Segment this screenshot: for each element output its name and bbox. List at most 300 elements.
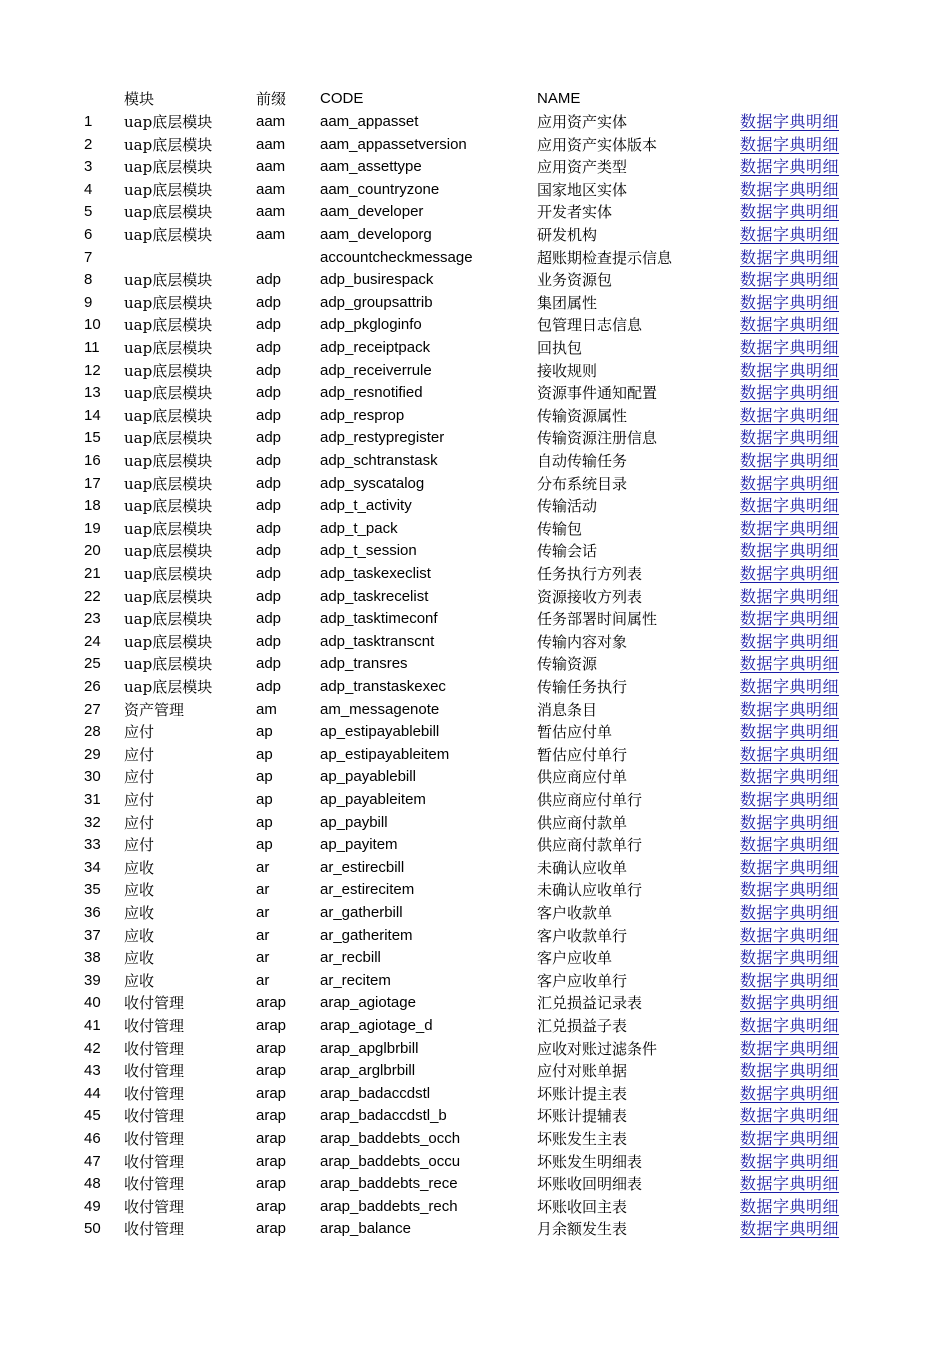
row-number: 8	[84, 271, 93, 289]
row-code: ar_estirecitem	[320, 881, 415, 899]
row-module: 应付	[124, 723, 155, 742]
row-prefix: aam	[256, 203, 286, 221]
row-name: 暂估应付单	[537, 723, 613, 742]
row-name: 传输包	[537, 519, 583, 538]
data-dictionary-link[interactable]: 数据字典明细	[740, 564, 840, 583]
row-code: adp_t_pack	[320, 519, 398, 537]
row-name: 业务资源包	[537, 271, 613, 290]
row-number: 12	[84, 361, 101, 379]
data-dictionary-link[interactable]: 数据字典明细	[740, 654, 840, 674]
row-number: 16	[84, 452, 101, 469]
row-code: adp_t_session	[320, 542, 417, 560]
table-row	[0, 518, 950, 541]
row-name: 坏账收回主表	[537, 1197, 628, 1216]
row-number: 48	[84, 1175, 101, 1193]
table-row	[0, 925, 950, 948]
row-code: ar_recbill	[320, 949, 381, 967]
row-code: adp_syscatalog	[320, 474, 425, 492]
row-prefix: arap	[256, 1130, 287, 1147]
row-name: 未确认应收单	[537, 858, 628, 877]
row-prefix: ap	[256, 768, 273, 786]
row-number: 38	[84, 949, 101, 967]
table-row	[0, 1218, 950, 1241]
row-name: 传输会话	[537, 542, 598, 561]
row-name: 资源接收方列表	[537, 587, 643, 606]
row-code: ar_estirecbill	[320, 858, 405, 876]
data-dictionary-link[interactable]: 数据字典明细	[740, 1174, 840, 1194]
row-prefix: adp	[256, 429, 282, 447]
row-name: 坏账收回明细表	[537, 1175, 643, 1194]
row-code: adp_resprop	[320, 406, 405, 424]
row-prefix: ap	[256, 813, 273, 831]
data-dictionary-link[interactable]: 数据字典明细	[740, 790, 840, 809]
row-code: ap_payableitem	[320, 791, 426, 808]
table-row	[0, 1173, 950, 1196]
data-dictionary-link[interactable]: 数据字典明细	[740, 925, 840, 945]
row-module: uap底层模块	[124, 293, 213, 312]
data-dictionary-link[interactable]: 数据字典明细	[740, 677, 840, 696]
row-prefix: adp	[256, 293, 282, 311]
row-module: uap底层模块	[124, 497, 213, 516]
row-prefix: arap	[256, 1084, 287, 1102]
row-prefix: arap	[256, 1039, 287, 1057]
row-module: uap底层模块	[124, 474, 213, 493]
row-number: 37	[84, 926, 101, 944]
row-prefix: adp	[256, 361, 282, 379]
row-name: 客户收款单	[537, 904, 613, 922]
row-name: 汇兑损益记录表	[537, 994, 643, 1013]
data-dictionary-link[interactable]: 数据字典明细	[740, 812, 840, 832]
data-dictionary-link[interactable]: 数据字典明细	[740, 338, 840, 357]
row-module: uap底层模块	[124, 542, 213, 561]
row-code: aam_appasset	[320, 113, 419, 130]
table-row	[0, 699, 950, 722]
row-number: 50	[84, 1220, 101, 1238]
row-module: 应付	[124, 791, 155, 809]
table-row	[0, 450, 950, 473]
row-code: adp_groupsattrib	[320, 293, 433, 311]
row-code: ar_gatherbill	[320, 904, 403, 921]
row-code: am_messagenote	[320, 700, 440, 718]
table-row	[0, 111, 950, 134]
row-code: arap_badaccdstl_b	[320, 1107, 447, 1125]
row-module: uap底层模块	[124, 158, 213, 177]
row-code: arap_baddebts_rece	[320, 1175, 458, 1193]
row-module: uap底层模块	[124, 271, 213, 290]
data-dictionary-link[interactable]: 数据字典明细	[740, 835, 840, 855]
row-name: 供应商付款单行	[537, 836, 643, 855]
table-row	[0, 879, 950, 902]
table-row	[0, 947, 950, 970]
table-row	[0, 812, 950, 835]
row-module: 收付管理	[124, 994, 185, 1013]
row-module: 收付管理	[124, 1107, 185, 1126]
data-dictionary-link[interactable]: 数据字典明细	[740, 383, 840, 403]
table-row	[0, 360, 950, 383]
data-dictionary-link[interactable]: 数据字典明细	[740, 1106, 840, 1126]
row-module: uap底层模块	[124, 135, 213, 154]
data-dictionary-link[interactable]: 数据字典明细	[740, 767, 840, 787]
row-number: 36	[84, 904, 101, 921]
data-dictionary-link[interactable]: 数据字典明细	[740, 225, 840, 244]
row-module: 收付管理	[124, 1062, 185, 1081]
row-module: 应收	[124, 949, 155, 968]
table-row	[0, 834, 950, 857]
row-number: 45	[84, 1107, 101, 1125]
row-code: adp_receiptpack	[320, 339, 431, 356]
row-name: 资源事件通知配置	[537, 384, 658, 403]
data-dictionary-link[interactable]: 数据字典明细	[740, 699, 840, 719]
row-name: 坏账计提主表	[537, 1084, 628, 1103]
row-prefix: ar	[256, 858, 270, 876]
row-prefix: aam	[256, 113, 286, 130]
row-name: 分布系统目录	[537, 474, 628, 493]
row-code: aam_developorg	[320, 226, 432, 243]
table-row	[0, 789, 950, 812]
header-code: CODE	[320, 90, 364, 107]
row-name: 任务执行方列表	[537, 565, 643, 583]
row-prefix: adp	[256, 565, 282, 582]
row-module: 收付管理	[124, 1152, 185, 1171]
row-code: aam_assettype	[320, 158, 422, 176]
table-row	[0, 382, 950, 405]
table-row	[0, 608, 950, 631]
row-number: 13	[84, 384, 101, 402]
row-number: 29	[84, 745, 101, 763]
row-module: uap底层模块	[124, 610, 213, 629]
row-name: 国家地区实体	[537, 180, 628, 199]
row-prefix: adp	[256, 497, 282, 515]
row-module: uap底层模块	[124, 339, 213, 357]
data-dictionary-link[interactable]: 数据字典明细	[740, 744, 840, 764]
data-dictionary-link[interactable]: 数据字典明细	[740, 202, 840, 222]
row-module: 应收	[124, 881, 155, 900]
row-number: 34	[84, 858, 101, 876]
table-row	[0, 156, 950, 179]
row-prefix: arap	[256, 1220, 287, 1238]
row-module: uap底层模块	[124, 632, 213, 651]
table-row	[0, 676, 950, 699]
data-dictionary-link[interactable]: 数据字典明细	[740, 179, 840, 199]
row-code: adp_taskexeclist	[320, 565, 431, 582]
header-module: 模块	[124, 90, 155, 108]
row-name: 传输内容对象	[537, 632, 628, 651]
data-dictionary-link[interactable]: 数据字典明细	[740, 970, 840, 990]
row-module: 收付管理	[124, 1017, 185, 1035]
data-dictionary-link[interactable]: 数据字典明细	[740, 292, 840, 312]
row-code: arap_arglbrbill	[320, 1062, 416, 1080]
table-row	[0, 405, 950, 428]
row-name: 客户应收单行	[537, 971, 628, 990]
table-row	[0, 179, 950, 202]
data-dictionary-link[interactable]: 数据字典明细	[740, 1196, 840, 1216]
row-module: 应收	[124, 904, 155, 922]
row-code: ap_payitem	[320, 836, 398, 854]
row-prefix: arap	[256, 1062, 287, 1080]
data-dictionary-link[interactable]: 数据字典明细	[740, 496, 840, 516]
row-name: 坏账计提辅表	[537, 1107, 628, 1126]
row-name: 传输资源	[537, 655, 598, 674]
row-name: 传输活动	[537, 497, 598, 516]
row-number: 21	[84, 565, 101, 582]
table-row	[0, 992, 950, 1015]
data-dictionary-link[interactable]: 数据字典明细	[740, 1151, 840, 1171]
row-code: accountcheckmessage	[320, 248, 473, 266]
table-row	[0, 1151, 950, 1174]
table-row	[0, 766, 950, 789]
row-module: uap底层模块	[124, 429, 213, 448]
data-dictionary-link[interactable]: 数据字典明细	[740, 948, 840, 968]
row-code: aam_developer	[320, 203, 424, 221]
row-code: adp_tasktranscnt	[320, 632, 435, 650]
row-module: uap底层模块	[124, 203, 213, 222]
row-name: 月余额发生表	[537, 1220, 628, 1239]
row-module: uap底层模块	[124, 565, 213, 583]
row-number: 15	[84, 429, 101, 447]
table-row	[0, 1038, 950, 1061]
row-module: uap底层模块	[124, 113, 213, 131]
data-dictionary-link[interactable]: 数据字典明细	[740, 112, 840, 131]
row-prefix: adp	[256, 474, 282, 492]
data-dictionary-link[interactable]: 数据字典明细	[740, 518, 840, 538]
data-dictionary-link[interactable]: 数据字典明细	[740, 1083, 840, 1103]
row-module: 收付管理	[124, 1175, 185, 1194]
data-dictionary-link[interactable]: 数据字典明细	[740, 1016, 840, 1035]
row-module: 应付	[124, 745, 155, 764]
data-dictionary-link[interactable]: 数据字典明细	[740, 405, 840, 425]
data-dictionary-link[interactable]: 数据字典明细	[740, 247, 840, 267]
table-row	[0, 970, 950, 993]
row-name: 应收对账过滤条件	[537, 1039, 658, 1058]
row-number: 30	[84, 768, 101, 786]
table-row	[0, 201, 950, 224]
row-prefix: ap	[256, 723, 273, 741]
table-row	[0, 540, 950, 563]
row-number: 10	[84, 316, 101, 334]
row-prefix: adp	[256, 271, 282, 289]
row-module: uap底层模块	[124, 452, 213, 470]
data-dictionary-link[interactable]: 数据字典明细	[740, 270, 840, 290]
data-dictionary-link[interactable]: 数据字典明细	[740, 428, 840, 448]
table-row	[0, 1196, 950, 1219]
row-module: uap底层模块	[124, 226, 213, 244]
row-prefix: adp	[256, 542, 282, 560]
table-row	[0, 1083, 950, 1106]
row-code: arap_agiotage_d	[320, 1017, 433, 1034]
row-number: 39	[84, 971, 101, 989]
row-code: adp_pkgloginfo	[320, 316, 422, 334]
row-name: 供应商应付单	[537, 768, 628, 787]
row-code: arap_badaccdstl	[320, 1084, 431, 1102]
data-dictionary-link[interactable]: 数据字典明细	[740, 880, 840, 900]
row-name: 暂估应付单行	[537, 745, 628, 764]
table-row	[0, 744, 950, 767]
row-number: 31	[84, 791, 101, 808]
row-number: 47	[84, 1152, 101, 1170]
row-name: 未确认应收单行	[537, 881, 643, 900]
row-number: 20	[84, 542, 101, 560]
data-dictionary-link[interactable]: 数据字典明细	[740, 1061, 840, 1081]
row-number: 24	[84, 632, 101, 650]
row-name: 回执包	[537, 339, 583, 357]
data-dictionary-link[interactable]: 数据字典明细	[740, 360, 840, 380]
header-name: NAME	[537, 90, 581, 107]
row-prefix: ar	[256, 904, 270, 921]
row-number: 17	[84, 474, 101, 492]
row-module: uap底层模块	[124, 519, 213, 538]
row-name: 应用资产实体	[537, 113, 628, 131]
row-code: aam_appassetversion	[320, 135, 467, 153]
row-module: 应付	[124, 813, 155, 832]
row-module: uap底层模块	[124, 406, 213, 425]
row-number: 2	[84, 135, 93, 153]
data-dictionary-link[interactable]: 数据字典明细	[740, 541, 840, 561]
data-dictionary-link[interactable]: 数据字典明细	[740, 1129, 840, 1148]
table-row	[0, 1060, 950, 1083]
data-dictionary-link[interactable]: 数据字典明细	[740, 609, 840, 629]
row-code: adp_taskrecelist	[320, 587, 429, 605]
row-prefix: adp	[256, 384, 282, 402]
row-name: 客户应收单	[537, 949, 613, 968]
row-code: adp_receiverrule	[320, 361, 432, 379]
row-number: 23	[84, 610, 101, 628]
row-number: 22	[84, 587, 101, 605]
data-dictionary-link[interactable]: 数据字典明细	[740, 157, 840, 177]
table-row	[0, 337, 950, 360]
table-row	[0, 495, 950, 518]
table-row	[0, 653, 950, 676]
row-name: 应用资产类型	[537, 158, 628, 177]
data-dictionary-link[interactable]: 数据字典明细	[740, 631, 840, 651]
table-row	[0, 563, 950, 586]
row-number: 49	[84, 1197, 101, 1215]
row-code: ar_gatheritem	[320, 926, 413, 944]
row-prefix: adp	[256, 610, 282, 628]
row-number: 18	[84, 497, 101, 515]
row-number: 26	[84, 678, 101, 695]
table-row	[0, 857, 950, 880]
table-row	[0, 631, 950, 654]
data-dictionary-link[interactable]: 数据字典明细	[740, 134, 840, 154]
row-name: 接收规则	[537, 361, 598, 380]
row-code: adp_tasktimeconf	[320, 610, 438, 628]
row-module: uap底层模块	[124, 655, 213, 674]
row-module: uap底层模块	[124, 587, 213, 606]
row-number: 44	[84, 1084, 101, 1102]
row-code: adp_busirespack	[320, 271, 434, 289]
data-dictionary-link[interactable]: 数据字典明细	[740, 993, 840, 1013]
row-prefix: aam	[256, 135, 286, 153]
row-module: 收付管理	[124, 1084, 185, 1103]
row-name: 坏账发生明细表	[537, 1152, 643, 1171]
row-number: 35	[84, 881, 101, 899]
row-prefix: aam	[256, 158, 286, 176]
table-row	[0, 1015, 950, 1038]
row-prefix: ap	[256, 836, 273, 854]
row-code: arap_apglbrbill	[320, 1039, 419, 1057]
data-dictionary-link[interactable]: 数据字典明细	[740, 1038, 840, 1058]
row-name: 传输资源属性	[537, 406, 628, 425]
row-number: 19	[84, 519, 101, 537]
row-prefix: aam	[256, 226, 286, 243]
data-dictionary-link[interactable]: 数据字典明细	[740, 903, 840, 922]
row-prefix: ar	[256, 971, 270, 989]
data-dictionary-link[interactable]: 数据字典明细	[740, 451, 840, 470]
table-row	[0, 292, 950, 315]
row-module: 收付管理	[124, 1130, 185, 1148]
row-number: 33	[84, 836, 101, 854]
row-number: 7	[84, 248, 93, 266]
row-prefix: arap	[256, 1017, 287, 1034]
data-dictionary-link[interactable]: 数据字典明细	[740, 1219, 840, 1239]
row-name: 集团属性	[537, 293, 598, 312]
row-module: 应收	[124, 926, 155, 945]
row-module: 收付管理	[124, 1197, 185, 1216]
table-row	[0, 902, 950, 925]
table-row	[0, 247, 950, 270]
row-prefix: ap	[256, 745, 273, 763]
row-number: 25	[84, 655, 101, 673]
row-name: 任务部署时间属性	[537, 610, 658, 629]
row-code: adp_resnotified	[320, 384, 423, 402]
row-prefix: ar	[256, 949, 270, 967]
row-number: 5	[84, 203, 93, 221]
row-name: 自动传输任务	[537, 452, 628, 470]
data-dictionary-link[interactable]: 数据字典明细	[740, 857, 840, 877]
row-number: 43	[84, 1062, 101, 1080]
row-code: adp_restypregister	[320, 429, 445, 447]
row-module: uap底层模块	[124, 678, 213, 696]
table-row	[0, 473, 950, 496]
row-code: adp_transtaskexec	[320, 678, 446, 695]
row-prefix: adp	[256, 632, 282, 650]
row-module: uap底层模块	[124, 316, 213, 335]
table-row	[0, 134, 950, 157]
row-code: arap_balance	[320, 1220, 411, 1238]
row-number: 32	[84, 813, 101, 831]
data-dictionary-link[interactable]: 数据字典明细	[740, 586, 840, 606]
row-module: 应付	[124, 836, 155, 855]
row-module: uap底层模块	[124, 180, 213, 199]
row-prefix: adp	[256, 587, 282, 605]
row-module: 应收	[124, 971, 155, 990]
row-number: 11	[84, 339, 100, 356]
table-row	[0, 224, 950, 247]
row-name: 坏账发生主表	[537, 1130, 628, 1148]
data-dictionary-link[interactable]: 数据字典明细	[740, 473, 840, 493]
row-name: 研发机构	[537, 226, 598, 244]
row-number: 41	[84, 1017, 101, 1034]
row-code: arap_baddebts_occu	[320, 1152, 461, 1170]
row-name: 应付对账单据	[537, 1062, 628, 1081]
row-prefix: adp	[256, 678, 282, 695]
row-code: adp_transres	[320, 655, 408, 673]
row-name: 消息条目	[537, 700, 598, 719]
row-prefix: arap	[256, 1107, 287, 1125]
row-prefix: ar	[256, 926, 270, 944]
data-dictionary-link[interactable]: 数据字典明细	[740, 722, 840, 742]
row-module: 收付管理	[124, 1220, 185, 1239]
row-code: arap_baddebts_rech	[320, 1197, 458, 1215]
data-dictionary-link[interactable]: 数据字典明细	[740, 315, 840, 335]
table-row	[0, 427, 950, 450]
table-row	[0, 1105, 950, 1128]
row-number: 1	[84, 113, 93, 130]
row-code: ap_estipayablebill	[320, 723, 440, 741]
row-name: 传输任务执行	[537, 678, 628, 696]
table-row	[0, 1128, 950, 1151]
row-module: 应收	[124, 858, 155, 877]
